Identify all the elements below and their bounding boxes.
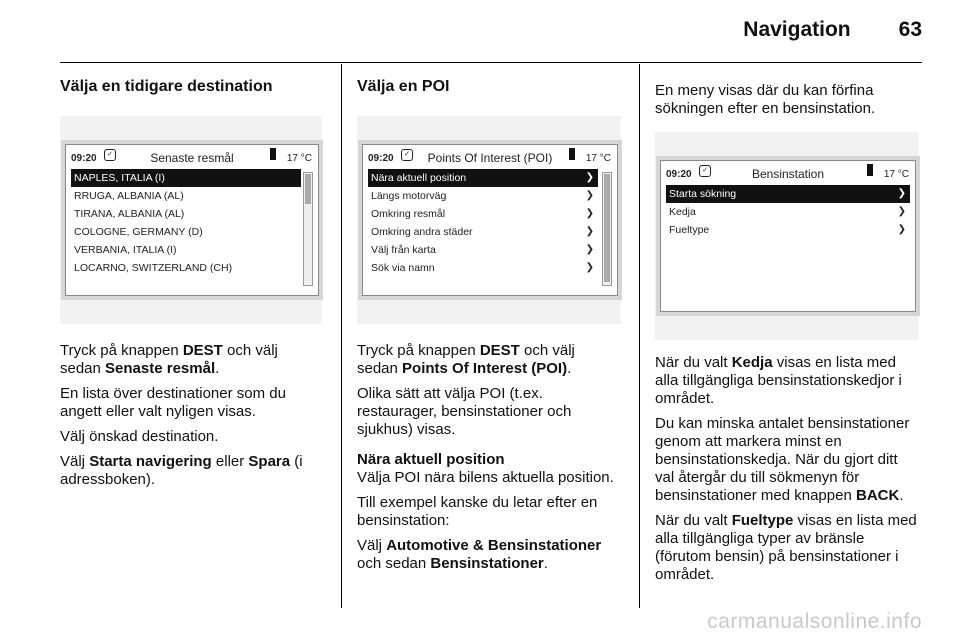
menu-item[interactable]: [368, 223, 598, 241]
list-item[interactable]: NAPLES, ITALIA (I): [71, 169, 301, 187]
text: visas en lista med alla tillgängliga typer av bränsle (förutom bensin) på bensinstationer i området.: [655, 512, 917, 583]
chevron-right-icon: ❯: [897, 224, 906, 235]
list-item[interactable]: TIRANA, ALBANIA (AL): [74, 208, 185, 220]
menu-item-label: Omkring resmål: [371, 208, 446, 220]
thermometer-icon: [270, 148, 276, 160]
menu-item[interactable]: [368, 259, 598, 277]
text: .: [567, 360, 572, 377]
clock-icon: ✓: [401, 149, 413, 161]
key-label: DEST: [182, 342, 223, 359]
text: När du valt: [655, 354, 732, 371]
menu-item[interactable]: [666, 185, 910, 203]
column-1: [60, 74, 322, 496]
temperature: 17 °C: [585, 153, 611, 164]
menu-item[interactable]: [666, 221, 910, 239]
thermometer-icon: [569, 148, 575, 160]
menu-item-label: Längs motorväg: [371, 190, 447, 202]
display-screenshot: [655, 132, 919, 340]
menu-item[interactable]: [368, 169, 598, 187]
display-screen: [660, 160, 916, 312]
text: Tryck på knappen: [60, 342, 183, 359]
menu-label: Starta navigering: [89, 453, 212, 470]
chevron-right-icon: ❯: [897, 188, 906, 199]
chevron-right-icon: ❯: [585, 208, 594, 219]
chevron-right-icon: ❯: [585, 262, 594, 273]
paragraph: En meny visas där du kan förfina sökningen efter en bensinstation.: [655, 82, 876, 117]
chevron-right-icon: ❯: [897, 206, 906, 217]
paragraph: Till exempel kanske du letar efter en bensinstation:: [357, 494, 598, 529]
status-bar: [661, 161, 915, 183]
subsection-heading: Nära aktuell position: [357, 451, 505, 468]
display-screenshot: [357, 116, 621, 324]
menu-label: Senaste resmål: [105, 360, 216, 377]
menu-item[interactable]: [666, 203, 910, 221]
key-label: DEST: [479, 342, 520, 359]
menu-item-label: Nära aktuell position: [371, 172, 467, 184]
paragraph: Olika sätt att välja POI (t.ex. restaurager, bensinstationer och sjukhus) visas.: [357, 385, 572, 438]
list-item[interactable]: COLOGNE, GERMANY (D): [74, 226, 203, 238]
destination-list: [71, 169, 301, 277]
text: visas en lista med alla tillgängliga bensinstationskedjor i området.: [655, 354, 902, 407]
screen-title: Points Of Interest (POI): [427, 151, 553, 165]
menu-item[interactable]: [368, 205, 598, 223]
chevron-right-icon: ❯: [585, 244, 594, 255]
clock-icon: ✓: [699, 165, 711, 177]
text: Välj: [60, 453, 90, 470]
display-screenshot: [60, 116, 322, 324]
section-heading: Välja en tidigare destination: [60, 78, 273, 95]
fuel-search-menu: [666, 185, 910, 239]
menu-item-label: Sök via namn: [371, 262, 435, 274]
text: Tryck på knappen: [357, 342, 480, 359]
section-heading: Välja en POI: [357, 78, 450, 95]
list-item[interactable]: LOCARNO, SWITZERLAND (CH): [74, 262, 233, 274]
menu-item[interactable]: [368, 187, 598, 205]
menu-label: Kedja: [731, 354, 773, 371]
scrollbar[interactable]: [303, 172, 313, 286]
column-3: [655, 82, 917, 591]
menu-label: Bensinstationer: [430, 555, 544, 572]
text: och välj sedan: [357, 342, 575, 377]
chevron-right-icon: ❯: [585, 172, 594, 183]
column-divider: [639, 64, 640, 608]
menu-label: Points Of Interest (POI): [402, 360, 568, 377]
clock-text: 09:20: [368, 153, 394, 164]
temperature: 17 °C: [286, 153, 312, 164]
text: och sedan: [357, 555, 431, 572]
paragraph: [60, 453, 322, 489]
column-divider: [341, 64, 342, 608]
temperature: 17 °C: [883, 169, 909, 180]
status-bar: [66, 145, 318, 167]
text: (i adressboken).: [60, 453, 303, 488]
clock-text: 09:20: [666, 169, 692, 180]
text: När du valt: [655, 512, 732, 529]
scrollbar-thumb[interactable]: [604, 174, 610, 282]
paragraph: [655, 512, 917, 584]
clock-icon: ✓: [104, 149, 116, 161]
screen-title: Senaste resmål: [150, 151, 234, 165]
chapter-title: Navigation: [743, 18, 851, 41]
page-number: 63: [898, 18, 922, 41]
menu-label: Spara: [248, 453, 291, 470]
menu-label: Fueltype: [731, 512, 794, 529]
chevron-right-icon: ❯: [585, 226, 594, 237]
display-screen: [65, 144, 319, 296]
key-label: BACK: [855, 487, 900, 504]
paragraph: Välj önskad destination.: [60, 428, 219, 445]
menu-item-label: Omkring andra städer: [371, 226, 473, 238]
status-bar: [363, 145, 617, 167]
watermark: carmanualsonline.info: [707, 610, 922, 633]
scrollbar-thumb[interactable]: [305, 174, 311, 204]
menu-item[interactable]: [368, 241, 598, 259]
clock-text: 09:20: [71, 153, 97, 164]
text: Du kan minska antalet bensinstationer genom att markera minst en bensinstationskedja. När du gjort ditt val återgår du till sökmenyn för bensinstationer med knappen: [655, 415, 910, 504]
paragraph: En lista över destinationer som du angett eller valt nyligen visas.: [60, 385, 286, 420]
thermometer-icon: [867, 164, 873, 176]
text: .: [215, 360, 220, 377]
paragraph: Välja POI nära bilens aktuella position.: [357, 469, 614, 486]
menu-item-label: Fueltype: [669, 224, 710, 236]
text: .: [899, 487, 904, 504]
text: .: [543, 555, 548, 572]
text: eller: [211, 453, 249, 470]
poi-menu: [368, 169, 598, 277]
paragraph: [655, 415, 917, 505]
menu-item-label: Starta sökning: [669, 188, 737, 200]
display-screen: [362, 144, 618, 296]
column-2: [357, 74, 619, 580]
menu-item-label: Kedja: [669, 206, 696, 218]
menu-item-label: Välj från karta: [371, 244, 436, 256]
text: Välj: [357, 537, 387, 554]
paragraph: [357, 342, 619, 378]
page-header: [743, 18, 922, 42]
chevron-right-icon: ❯: [585, 190, 594, 201]
text: och välj sedan: [60, 342, 278, 377]
screen-title: Bensinstation: [751, 167, 825, 181]
paragraph: [357, 537, 619, 573]
list-item[interactable]: RRUGA, ALBANIA (AL): [74, 190, 184, 202]
paragraph: [655, 354, 917, 408]
header-rule: [60, 62, 922, 63]
list-item[interactable]: VERBANIA, ITALIA (I): [74, 244, 177, 256]
scrollbar[interactable]: [602, 172, 612, 286]
menu-label: Automotive & Bensinstationer: [386, 537, 602, 554]
paragraph: [60, 342, 322, 378]
